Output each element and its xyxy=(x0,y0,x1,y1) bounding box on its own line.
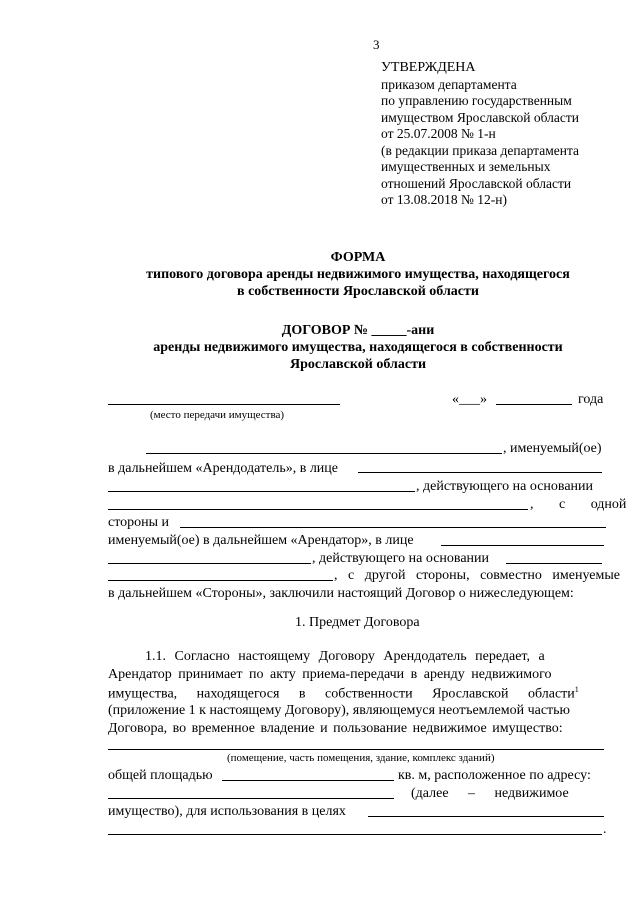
approval-line: отношений Ярославской области xyxy=(381,175,572,191)
approval-line: (в редакции приказа департамента xyxy=(381,142,580,158)
date-year-suffix: года xyxy=(578,392,604,407)
place-line xyxy=(108,404,340,405)
blank-line xyxy=(108,509,528,510)
blank-line xyxy=(108,563,311,564)
section-title: 1. Предмет Договора xyxy=(295,615,420,630)
blank-line xyxy=(108,749,604,750)
blank-line xyxy=(506,563,602,564)
paragraph-line: 1.1. Согласно настоящему Договору Арендодатель передает, а xyxy=(145,649,545,664)
parties-text: , с одной xyxy=(530,497,627,512)
blank-line xyxy=(108,580,333,581)
contract-subtitle: Ярославской области xyxy=(289,357,427,372)
blank-line xyxy=(108,834,602,835)
date-line xyxy=(496,404,572,405)
form-subtitle: в собственности Ярославской области xyxy=(237,284,479,299)
parties-text: , действующего на основании xyxy=(312,551,490,566)
parties-text: стороны и xyxy=(108,515,170,530)
blank-line xyxy=(222,780,394,781)
place-caption: (место передачи имущества) xyxy=(150,409,285,421)
footnote-mark: 1 xyxy=(574,685,579,694)
parties-text: в дальнейшем «Стороны», заключили настоящий Договор о нижеследующем: xyxy=(108,586,574,601)
approval-title: УТВЕРЖДЕНА xyxy=(381,60,476,75)
parties-text: , именуемый(ое) xyxy=(503,441,602,456)
blank-line xyxy=(368,816,604,817)
contract-heading xyxy=(108,322,608,373)
paragraph-line: (далее – недвижимое xyxy=(411,786,569,801)
blank-line xyxy=(108,491,415,492)
parties-text: именуемый(ое) в дальнейшем «Арендатор», в лице xyxy=(108,533,414,548)
parties-text: , с другой стороны, совместно именуемые xyxy=(334,568,620,583)
paragraph-line: Договора, во временное владение и пользование недвижимое имущество: xyxy=(108,721,563,736)
form-subtitle: типового договора аренды недвижимого имущества, находящегося xyxy=(146,267,570,282)
blank-line xyxy=(180,527,606,528)
approval-line: приказом департамента xyxy=(381,76,517,92)
approval-line: по управлению государственным xyxy=(381,93,572,108)
approval-line: от 13.08.2018 № 12-н) xyxy=(381,192,507,207)
approval-block xyxy=(381,60,631,209)
page-number: 3 xyxy=(373,37,380,52)
approval-line: от 25.07.2008 № 1-н xyxy=(381,126,496,141)
paragraph-line xyxy=(108,685,579,703)
blank-line xyxy=(108,798,394,799)
blank-line xyxy=(441,545,604,546)
contract-subtitle: аренды недвижимого имущества, находящегося в собственности xyxy=(153,340,563,355)
form-title: ФОРМА xyxy=(330,250,386,265)
premises-caption: (помещение, часть помещения, здание, комплекс зданий) xyxy=(227,752,495,764)
blank-line xyxy=(146,453,502,454)
paragraph-line: Арендатор принимает по акту приема-передачи в аренду недвижимого xyxy=(108,667,552,682)
approval-line: имущественных и земельных xyxy=(381,159,551,174)
date-day: «___» xyxy=(452,392,487,407)
paragraph-line: имущество), для использования в целях xyxy=(108,804,346,819)
paragraph-line: кв. м, расположенное по адресу: xyxy=(398,768,591,783)
parties-text: в дальнейшем «Арендодатель», в лице xyxy=(108,461,339,476)
paragraph-text: имущества, находящегося в собственности Ярославской области xyxy=(108,686,575,702)
contract-title: ДОГОВОР № _____-ани xyxy=(281,323,435,338)
end-period: . xyxy=(603,822,607,837)
paragraph-line: (приложение 1 к настоящему Договору), являющемуся неотъемлемой частью xyxy=(108,703,570,718)
paragraph-line: общей площадью xyxy=(108,768,213,783)
approval-line: имуществом Ярославской области xyxy=(381,109,580,125)
parties-text: , действующего на основании xyxy=(416,479,594,494)
blank-line xyxy=(358,472,602,473)
form-heading xyxy=(108,249,608,300)
